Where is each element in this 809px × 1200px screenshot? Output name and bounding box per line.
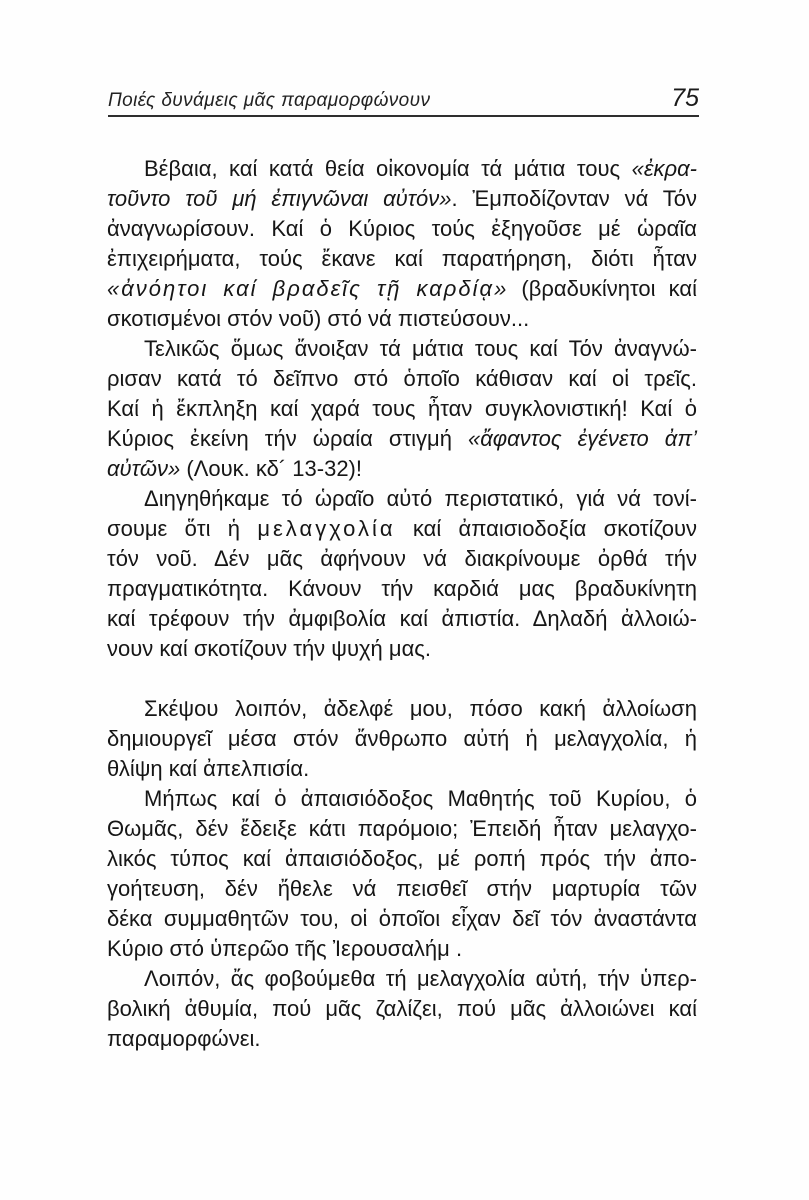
text-line [107,394,697,424]
paragraph [107,694,697,784]
text-segment: βολική ἀθυμία, πού μᾶς ζαλίζει, πού μᾶς ἀλλοιώνει καί [107,996,697,1021]
text-segment: τόν νοῦ. Δέν μᾶς ἀφήνουν νά διακρίνουμε ὀρθά τήν [107,546,697,571]
text-line [107,994,697,1024]
text-line [107,544,697,574]
text-segment: Καί ἡ ἔκπληξη καί χαρά τους ἦταν συγκλονιστική! Καί ὁ [107,396,697,421]
text-segment: δημιουργεῖ μέσα στόν ἄνθρωπο αὐτή ἡ μελαγχολία, ἡ [107,726,697,751]
text-line [107,634,697,664]
page-number: 75 [671,84,699,112]
header-rule [108,115,699,117]
text-segment: ἐπιχειρήματα, τούς ἔκανε καί παρατήρηση, διότι ἦταν [107,246,697,271]
text-segment: Κύριος ἐκείνη τήν ὡραία στιγμή [107,426,468,451]
text-line [107,1024,697,1054]
paragraph [107,484,697,664]
text-segment: αὐτῶν» [107,456,181,481]
text-segment: Κύριο στό ὑπερῶο τῆς Ἰερουσαλήμ . [107,936,463,961]
text-segment: ρισαν κατά τό δεῖπνο στό ὁποῖο κάθισαν καί οἱ τρεῖς. [107,366,697,391]
text-segment: ἀναγνωρίσουν. Καί ὁ Κύριος τούς ἐξηγοῦσε μέ ὡραῖα [107,216,697,241]
text-line [107,274,697,304]
page-body [107,154,697,1054]
text-line [107,964,697,994]
text-line [107,784,697,814]
text-line [107,244,697,274]
text-line [107,184,697,214]
text-segment: γοήτευση, δέν ἤθελε νά πεισθεῖ στήν μαρτυρία τῶν [107,876,697,901]
paragraph [107,784,697,964]
text-line [107,724,697,754]
text-segment: Τελικῶς ὅμως ἄνοιξαν τά μάτια τους καί Τόν ἀναγνώ- [144,336,697,361]
text-segment: «ἐκρα- [631,156,697,181]
text-line [107,484,697,514]
text-line [107,754,697,784]
text-segment: (Λουκ. κδ´ 13-32)! [180,456,362,481]
text-segment: πραγματικότητα. Κάνουν τήν καρδιά μας βραδυκίνητη [107,576,697,601]
text-line [107,214,697,244]
text-line [107,814,697,844]
text-segment: μελαγχολία [257,516,396,541]
text-line [107,874,697,904]
text-segment: Λοιπόν, ἄς φοβούμεθα τή μελαγχολία αὐτή, τήν ὑπερ- [144,966,697,991]
text-segment: νουν καί σκοτίζουν τήν ψυχή μας. [107,636,432,661]
text-segment: σουμε ὅτι ἡ [107,516,258,541]
text-line [107,934,697,964]
text-segment: «ἀνόητοι καί βραδεῖς τῇ καρδίᾳ» [107,276,509,301]
text-segment: δέκα συμμαθητῶν του, οἱ ὁποῖοι εἶχαν δεῖ τόν ἀναστάντα [107,906,697,931]
paragraph [107,964,697,1054]
text-line [107,844,697,874]
text-line [107,904,697,934]
text-line [107,514,697,544]
text-segment: σκοτισμένοι στόν νοῦ) στό νά πιστεύσουν... [107,306,530,331]
text-segment: λικός τύπος καί ἀπαισιόδοξος, μέ ροπή πρός τήν ἀπο- [107,846,697,871]
text-segment: (βραδυκίνητοι καί [508,276,697,301]
text-segment: θλίψη καί ἀπελπισία. [107,756,310,781]
text-line [107,364,697,394]
text-line [107,424,697,454]
text-segment: καί τρέφουν τήν ἀμφιβολία καί ἀπιστία. Δηλαδή ἀλλοιώ- [107,606,697,631]
text-line [107,304,697,334]
paragraph [107,334,697,484]
text-line [107,154,697,184]
text-line [107,694,697,724]
text-line [107,454,697,484]
text-segment: Βέβαια, καί κατά θεία οἰκονομία τά μάτια τους [144,156,632,181]
text-segment: παραμορφώνει. [107,1026,261,1051]
text-segment: . Ἐμποδίζονταν νά Τόν [451,186,697,211]
text-segment: Σκέψου λοιπόν, ἀδελφέ μου, πόσο κακή ἀλλοίωση [144,696,697,721]
text-line [107,574,697,604]
text-segment: «ἄφαντος ἐγένετο ἀπ’ [468,426,697,451]
paragraph [107,154,697,334]
running-head-title: Ποιές δυνάμεις μᾶς παραμορφώνουν [108,90,431,111]
text-segment: Θωμᾶς, δέν ἔδειξε κάτι παρόμοιο; Ἐπειδή ἦταν μελαγχο- [107,816,697,841]
text-line [107,604,697,634]
text-line [107,334,697,364]
text-segment: Μήπως καί ὁ ἀπαισιόδοξος Μαθητής τοῦ Κυρίου, ὁ [144,786,697,811]
page-header [108,84,699,113]
text-segment: καί ἀπαισιοδοξία σκοτίζουν [395,516,697,541]
text-segment: τοῦντο τοῦ μή ἐπιγνῶναι αὐτόν» [107,186,452,211]
text-segment: Διηγηθήκαμε τό ὡραῖο αὐτό περιστατικό, γιά νά τονί- [144,486,697,511]
